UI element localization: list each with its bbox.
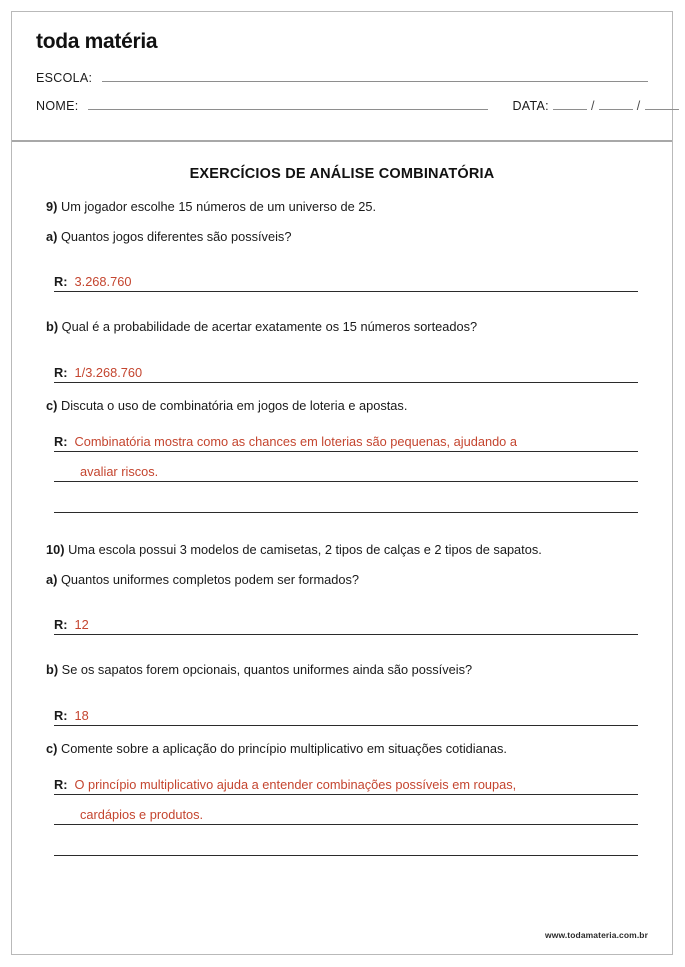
question-10c-text bbox=[46, 740, 638, 759]
answer-value-10b: 18 bbox=[74, 707, 89, 723]
question-10a-marker: a) bbox=[46, 571, 58, 587]
page-title: EXERCÍCIOS DE ANÁLISE COMBINATÓRIA bbox=[189, 166, 495, 182]
question-9 bbox=[46, 198, 638, 513]
spacer-10b bbox=[46, 726, 638, 740]
data-separator-1: / bbox=[590, 99, 595, 113]
question-10b-prompt: Se os sapatos forem opcionais, quantos uniformes ainda são possíveis? bbox=[61, 662, 473, 678]
nome-input-rule[interactable] bbox=[88, 98, 488, 110]
question-9c-marker: c) bbox=[46, 397, 58, 413]
answer-value-9a: 3.268.760 bbox=[74, 274, 132, 290]
question-9a-marker: a) bbox=[46, 228, 58, 244]
question-10-stem-text: Uma escola possui 3 modelos de camisetas, 2 tipos de calças e 2 tipos de sapatos. bbox=[68, 542, 542, 558]
answer-prefix-9c: R: bbox=[54, 434, 68, 450]
question-10-marker: 10) bbox=[46, 542, 65, 558]
answer-line-10a[interactable] bbox=[54, 609, 638, 635]
question-10c-marker: c) bbox=[46, 740, 58, 756]
answer-line-10b[interactable] bbox=[54, 700, 638, 726]
answer-prefix-9a: R: bbox=[54, 274, 68, 290]
question-9-marker: 9) bbox=[46, 199, 58, 214]
data-separator-2: / bbox=[636, 99, 641, 113]
escola-input-rule[interactable] bbox=[102, 70, 648, 82]
question-9b-text bbox=[46, 318, 638, 337]
question-9-stem-text: Um jogador escolhe 15 números de um universo de 25. bbox=[60, 199, 377, 214]
worksheet-header bbox=[12, 12, 672, 142]
spacer-9b bbox=[46, 383, 638, 397]
answer-prefix-10a: R: bbox=[54, 617, 68, 633]
escola-field-row bbox=[36, 70, 648, 85]
spacer-between-questions bbox=[46, 515, 638, 541]
question-9a-text bbox=[46, 228, 638, 247]
answer-value-10c-line2: cardápios e produtos. bbox=[80, 807, 204, 823]
data-month-rule[interactable] bbox=[599, 98, 633, 110]
spacer-9a bbox=[46, 292, 638, 318]
question-9a-prompt: Quantos jogos diferentes são possíveis? bbox=[60, 228, 292, 244]
answer-line-10c-1[interactable] bbox=[54, 769, 638, 795]
worksheet-body bbox=[12, 142, 672, 856]
question-9b-prompt: Qual é a probabilidade de acertar exatamente os 15 números sorteados? bbox=[61, 319, 478, 335]
worksheet-page bbox=[11, 11, 673, 955]
footer-url: www.todamateria.com.br bbox=[545, 930, 648, 940]
question-9b-marker: b) bbox=[46, 319, 59, 335]
question-10c-prompt: Comente sobre a aplicação do princípio multiplicativo em situações cotidianas. bbox=[60, 740, 507, 756]
escola-label: ESCOLA: bbox=[36, 71, 93, 85]
question-9-stem bbox=[46, 198, 638, 217]
question-10-stem bbox=[46, 541, 638, 560]
answer-value-10c-line1: O princípio multiplicativo ajuda a entender combinações possíveis em roupas, bbox=[74, 777, 517, 793]
answer-line-9a[interactable] bbox=[54, 266, 638, 292]
brand-logo: toda matéria bbox=[36, 30, 158, 53]
answer-line-9c-1[interactable] bbox=[54, 426, 638, 452]
answer-value-10a: 12 bbox=[74, 617, 89, 633]
question-10a-prompt: Quantos uniformes completos podem ser formados? bbox=[60, 571, 359, 587]
question-10b-text bbox=[46, 661, 638, 680]
data-year-rule[interactable] bbox=[645, 98, 679, 110]
nome-field-row bbox=[36, 98, 648, 113]
answer-line-10c-3[interactable] bbox=[54, 829, 638, 856]
answer-line-9b[interactable] bbox=[54, 357, 638, 383]
question-9c-text bbox=[46, 397, 638, 416]
answer-value-9b: 1/3.268.760 bbox=[74, 364, 143, 380]
answer-line-10c-2[interactable] bbox=[54, 799, 638, 825]
answer-value-9c-line1: Combinatória mostra como as chances em loterias são pequenas, ajudando a bbox=[74, 434, 517, 450]
question-10b-marker: b) bbox=[46, 662, 59, 678]
question-10 bbox=[46, 541, 638, 856]
data-label: DATA: bbox=[512, 99, 549, 113]
answer-value-9c-line2: avaliar riscos. bbox=[80, 464, 159, 480]
question-10a-text bbox=[46, 571, 638, 590]
answer-prefix-10c: R: bbox=[54, 777, 68, 793]
answer-line-9c-2[interactable] bbox=[54, 456, 638, 482]
nome-label: NOME: bbox=[36, 99, 79, 113]
answer-prefix-10b: R: bbox=[54, 707, 68, 723]
question-9c-prompt: Discuta o uso de combinatória em jogos de loteria e apostas. bbox=[60, 397, 408, 413]
answer-line-9c-3[interactable] bbox=[54, 486, 638, 513]
data-day-rule[interactable] bbox=[553, 98, 587, 110]
answer-prefix-9b: R: bbox=[54, 364, 68, 380]
data-field-group bbox=[512, 98, 682, 113]
spacer-10a bbox=[46, 635, 638, 661]
